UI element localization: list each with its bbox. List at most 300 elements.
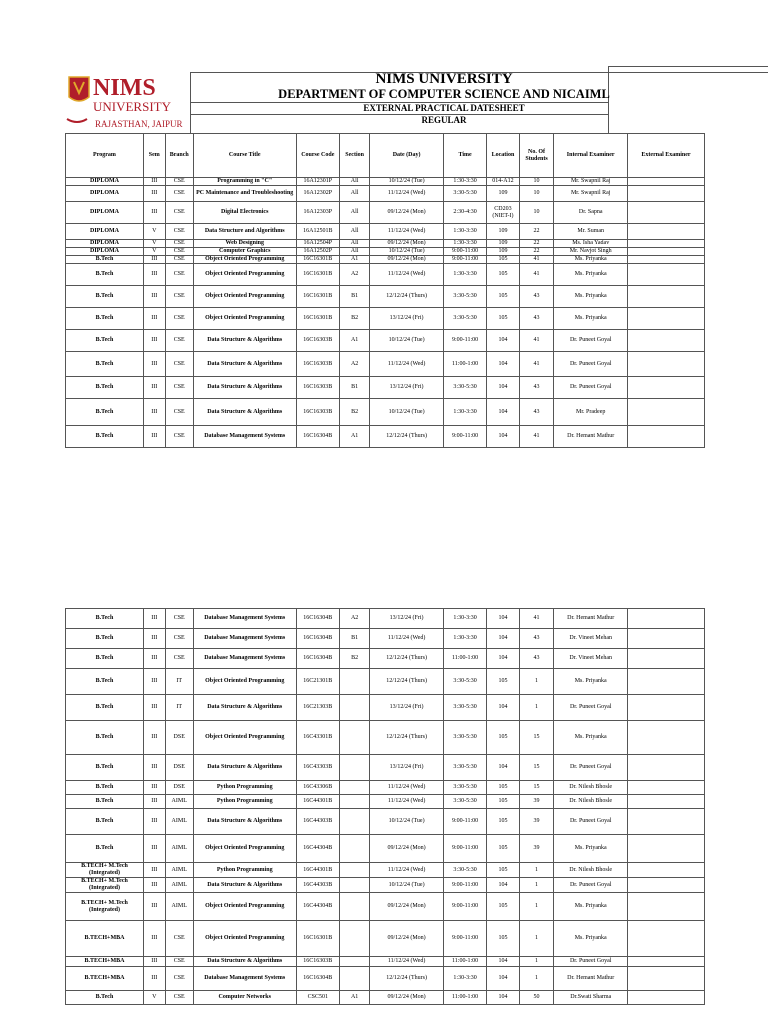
cell-branch: CSE bbox=[165, 399, 193, 426]
cell-section: A1 bbox=[339, 330, 369, 352]
cell-branch: CSE bbox=[165, 308, 193, 330]
cell-time: 1:30-3:30 bbox=[443, 178, 486, 186]
cell-course-title: Object Oriented Programming bbox=[193, 308, 296, 330]
cell-branch: DSE bbox=[165, 721, 193, 755]
cell-program: B.TECH+MBA bbox=[66, 967, 144, 991]
cell-course-title: Python Programming bbox=[193, 781, 296, 795]
table-row bbox=[66, 377, 705, 399]
cell-section bbox=[339, 957, 369, 967]
cell-course-title: Data Structure and Algorithms bbox=[193, 224, 296, 240]
cell-sem: III bbox=[143, 286, 165, 308]
cell-sem: V bbox=[143, 224, 165, 240]
cell-program: B.Tech bbox=[66, 286, 144, 308]
cell-internal-examiner: Dr. Vineet Mehan bbox=[554, 629, 628, 649]
cell-course-title: Computer Networks bbox=[193, 991, 296, 1005]
column-header-external-examiner: External Examiner bbox=[628, 134, 705, 178]
department-title: DEPARTMENT OF COMPUTER SCIENCE AND NICAIML bbox=[278, 87, 610, 101]
cell-internal-examiner: Dr. Nilesh Bhosle bbox=[554, 781, 628, 795]
cell-section bbox=[339, 669, 369, 695]
cell-time: 1:30-3:30 bbox=[443, 240, 486, 248]
cell-time: 11:00-1:00 bbox=[443, 991, 486, 1005]
cell-students: 10 bbox=[519, 202, 554, 224]
table-row bbox=[66, 256, 705, 264]
cell-date: 13/12/24 (Fri) bbox=[370, 377, 444, 399]
cell-section: All bbox=[339, 202, 369, 224]
table-row bbox=[66, 248, 705, 256]
cell-sem: III bbox=[143, 352, 165, 377]
cell-course-code: 16C44301B bbox=[296, 795, 339, 809]
cell-course-title: Web Designing bbox=[193, 240, 296, 248]
cell-location: 104 bbox=[487, 878, 519, 893]
column-header-time: Time bbox=[443, 134, 486, 178]
university-logo bbox=[65, 73, 185, 133]
cell-internal-examiner: Dr. Puneet Goyal bbox=[554, 330, 628, 352]
cell-sem: III bbox=[143, 967, 165, 991]
cell-location: 105 bbox=[487, 669, 519, 695]
cell-external-examiner bbox=[628, 202, 705, 224]
cell-location: 105 bbox=[487, 863, 519, 878]
table-row bbox=[66, 991, 705, 1005]
cell-program: DIPLOMA bbox=[66, 186, 144, 202]
cell-course-title: Object Oriented Programming bbox=[193, 669, 296, 695]
cell-students: 41 bbox=[519, 330, 554, 352]
cell-course-title: Data Structure & Algorithms bbox=[193, 352, 296, 377]
table-row bbox=[66, 863, 705, 878]
cell-internal-examiner: Dr. Puneet Goyal bbox=[554, 878, 628, 893]
cell-course-title: Python Programming bbox=[193, 795, 296, 809]
table-row bbox=[66, 426, 705, 448]
cell-date: 12/12/24 (Thurs) bbox=[370, 286, 444, 308]
cell-program: B.Tech bbox=[66, 308, 144, 330]
cell-sem: III bbox=[143, 609, 165, 629]
cell-students: 41 bbox=[519, 609, 554, 629]
cell-section bbox=[339, 921, 369, 957]
cell-course-code: 16C16304B bbox=[296, 426, 339, 448]
cell-section bbox=[339, 835, 369, 863]
cell-time: 9:00-11:00 bbox=[443, 426, 486, 448]
cell-course-code: 16C16301B bbox=[296, 264, 339, 286]
cell-sem: III bbox=[143, 669, 165, 695]
cell-section bbox=[339, 809, 369, 835]
cell-location: 105 bbox=[487, 781, 519, 795]
cell-course-code: 16C16304B bbox=[296, 629, 339, 649]
cell-date: 09/12/24 (Mon) bbox=[370, 835, 444, 863]
cell-external-examiner bbox=[628, 426, 705, 448]
cell-internal-examiner: Ms. Priyanka bbox=[554, 264, 628, 286]
column-header-branch: Branch bbox=[165, 134, 193, 178]
cell-branch: CSE bbox=[165, 426, 193, 448]
cell-sem: V bbox=[143, 240, 165, 248]
cell-branch: CSE bbox=[165, 202, 193, 224]
cell-sem: III bbox=[143, 921, 165, 957]
cell-section bbox=[339, 893, 369, 921]
cell-time: 9:00-11:00 bbox=[443, 893, 486, 921]
cell-date: 12/12/24 (Thurs) bbox=[370, 721, 444, 755]
cell-branch: IT bbox=[165, 695, 193, 721]
cell-external-examiner bbox=[628, 256, 705, 264]
cell-course-title: Object Oriented Programming bbox=[193, 721, 296, 755]
cell-sem: III bbox=[143, 695, 165, 721]
cell-sem: III bbox=[143, 835, 165, 863]
cell-course-code: 16C43306B bbox=[296, 781, 339, 795]
cell-time: 3:30-5:30 bbox=[443, 755, 486, 781]
cell-branch: IT bbox=[165, 669, 193, 695]
cell-branch: CSE bbox=[165, 240, 193, 248]
table-row bbox=[66, 240, 705, 248]
cell-time: 3:30-5:30 bbox=[443, 721, 486, 755]
cell-external-examiner bbox=[628, 921, 705, 957]
cell-internal-examiner: Ms. Priyanka bbox=[554, 721, 628, 755]
cell-course-code: 16A12301P bbox=[296, 178, 339, 186]
cell-internal-examiner: Mr. Suman bbox=[554, 224, 628, 240]
cell-course-code: 16C44303B bbox=[296, 809, 339, 835]
cell-students: 1 bbox=[519, 695, 554, 721]
cell-course-code: 16A12501B bbox=[296, 224, 339, 240]
cell-location: 109 bbox=[487, 248, 519, 256]
cell-section: A1 bbox=[339, 256, 369, 264]
table-row bbox=[66, 835, 705, 863]
cell-branch: CSE bbox=[165, 352, 193, 377]
cell-external-examiner bbox=[628, 186, 705, 202]
cell-program: B.TECH+MBA bbox=[66, 921, 144, 957]
cell-course-title: Data Structure & Algorithms bbox=[193, 330, 296, 352]
cell-internal-examiner: Ms. Priyanka bbox=[554, 286, 628, 308]
cell-location: 105 bbox=[487, 721, 519, 755]
table-row bbox=[66, 178, 705, 186]
cell-external-examiner bbox=[628, 399, 705, 426]
cell-branch: CSE bbox=[165, 286, 193, 308]
cell-external-examiner bbox=[628, 957, 705, 967]
cell-location: 104 bbox=[487, 649, 519, 669]
cell-sem: III bbox=[143, 721, 165, 755]
column-header-students: No. Of Students bbox=[519, 134, 554, 178]
table-row bbox=[66, 186, 705, 202]
cell-program: DIPLOMA bbox=[66, 178, 144, 186]
table-row bbox=[66, 957, 705, 967]
cell-course-code: 16C16303B bbox=[296, 330, 339, 352]
cell-course-code: 16C16303B bbox=[296, 377, 339, 399]
cell-program: B.TECH+MBA bbox=[66, 957, 144, 967]
cell-external-examiner bbox=[628, 629, 705, 649]
table-row bbox=[66, 893, 705, 921]
cell-program: B.TECH+ M.Tech (Integrated) bbox=[66, 863, 144, 878]
cell-section: A2 bbox=[339, 609, 369, 629]
cell-location: 105 bbox=[487, 921, 519, 957]
cell-time: 9:00-11:00 bbox=[443, 809, 486, 835]
cell-date: 13/12/24 (Fri) bbox=[370, 609, 444, 629]
cell-time: 3:30-5:30 bbox=[443, 781, 486, 795]
cell-students: 1 bbox=[519, 669, 554, 695]
cell-location: 104 bbox=[487, 695, 519, 721]
cell-time: 3:30-5:30 bbox=[443, 308, 486, 330]
cell-sem: III bbox=[143, 330, 165, 352]
cell-course-code: 16C43303B bbox=[296, 755, 339, 781]
cell-internal-examiner: Dr.Swati Sharma bbox=[554, 991, 628, 1005]
cell-branch: CSE bbox=[165, 967, 193, 991]
cell-branch: AIML bbox=[165, 795, 193, 809]
cell-location: 105 bbox=[487, 893, 519, 921]
cell-external-examiner bbox=[628, 893, 705, 921]
cell-program: B.Tech bbox=[66, 809, 144, 835]
cell-course-code: 16A12302P bbox=[296, 186, 339, 202]
cell-external-examiner bbox=[628, 695, 705, 721]
cell-date: 11/12/24 (Wed) bbox=[370, 264, 444, 286]
cell-course-title: Data Structure & Algorithms bbox=[193, 878, 296, 893]
cell-date: 09/12/24 (Mon) bbox=[370, 202, 444, 224]
cell-section: B1 bbox=[339, 629, 369, 649]
table-row bbox=[66, 967, 705, 991]
cell-date: 12/12/24 (Thurs) bbox=[370, 669, 444, 695]
cell-branch: DSE bbox=[165, 755, 193, 781]
cell-course-code: 16C44304B bbox=[296, 835, 339, 863]
cell-students: 39 bbox=[519, 835, 554, 863]
cell-time: 1:30-3:30 bbox=[443, 609, 486, 629]
column-header-section: Section bbox=[339, 134, 369, 178]
sheet-title: EXTERNAL PRACTICAL DATESHEET bbox=[363, 103, 525, 113]
cell-program: DIPLOMA bbox=[66, 248, 144, 256]
cell-date: 11/12/24 (Wed) bbox=[370, 352, 444, 377]
cell-location: 104 bbox=[487, 991, 519, 1005]
cell-external-examiner bbox=[628, 248, 705, 256]
cell-date: 12/12/24 (Thurs) bbox=[370, 649, 444, 669]
cell-branch: CSE bbox=[165, 224, 193, 240]
cell-external-examiner bbox=[628, 352, 705, 377]
table-row bbox=[66, 224, 705, 240]
cell-date: 10/12/24 (Tue) bbox=[370, 248, 444, 256]
cell-program: DIPLOMA bbox=[66, 240, 144, 248]
cell-sem: III bbox=[143, 256, 165, 264]
cell-section: A1 bbox=[339, 991, 369, 1005]
cell-internal-examiner: Ms. Priyanka bbox=[554, 893, 628, 921]
cell-course-title: Database Management Systems bbox=[193, 967, 296, 991]
cell-branch: CSE bbox=[165, 256, 193, 264]
table-row bbox=[66, 755, 705, 781]
cell-section: B1 bbox=[339, 377, 369, 399]
cell-time: 11:00-1:00 bbox=[443, 957, 486, 967]
cell-time: 3:30-5:30 bbox=[443, 669, 486, 695]
cell-date: 10/12/24 (Tue) bbox=[370, 399, 444, 426]
cell-program: B.Tech bbox=[66, 781, 144, 795]
cell-location: 105 bbox=[487, 835, 519, 863]
cell-internal-examiner: Ms. Priyanka bbox=[554, 669, 628, 695]
cell-program: B.Tech bbox=[66, 377, 144, 399]
cell-time: 1:30-3:30 bbox=[443, 264, 486, 286]
logo-sub: UNIVERSITY bbox=[93, 99, 171, 114]
cell-course-title: Database Management Systems bbox=[193, 629, 296, 649]
cell-location: 105 bbox=[487, 286, 519, 308]
cell-location: 104 bbox=[487, 957, 519, 967]
datesheet-table-continued bbox=[65, 608, 705, 1005]
cell-section bbox=[339, 695, 369, 721]
cell-time: 3:30-5:30 bbox=[443, 186, 486, 202]
cell-branch: CSE bbox=[165, 178, 193, 186]
cell-section: A2 bbox=[339, 352, 369, 377]
cell-students: 43 bbox=[519, 629, 554, 649]
cell-course-code: 16C21301B bbox=[296, 669, 339, 695]
cell-external-examiner bbox=[628, 308, 705, 330]
cell-sem: III bbox=[143, 957, 165, 967]
cell-sem: V bbox=[143, 991, 165, 1005]
cell-program: B.Tech bbox=[66, 256, 144, 264]
cell-external-examiner bbox=[628, 967, 705, 991]
cell-internal-examiner: Dr. Puneet Goyal bbox=[554, 809, 628, 835]
logo-name: NIMS bbox=[93, 75, 156, 101]
cell-section: B2 bbox=[339, 399, 369, 426]
cell-course-code: CSC501 bbox=[296, 991, 339, 1005]
table-row bbox=[66, 264, 705, 286]
cell-students: 10 bbox=[519, 178, 554, 186]
column-header-sem: Sem bbox=[143, 134, 165, 178]
table-row bbox=[66, 609, 705, 629]
cell-course-code: 16C44303B bbox=[296, 878, 339, 893]
cell-course-code: 16C16304B bbox=[296, 967, 339, 991]
cell-course-code: 16C16301B bbox=[296, 308, 339, 330]
cell-branch: CSE bbox=[165, 921, 193, 957]
cell-location: 105 bbox=[487, 264, 519, 286]
cell-external-examiner bbox=[628, 809, 705, 835]
cell-internal-examiner: Ms. Priyanka bbox=[554, 921, 628, 957]
cell-branch: CSE bbox=[165, 377, 193, 399]
cell-branch: CSE bbox=[165, 248, 193, 256]
cell-external-examiner bbox=[628, 264, 705, 286]
cell-course-code: 16C16303B bbox=[296, 399, 339, 426]
cell-section bbox=[339, 878, 369, 893]
cell-date: 13/12/24 (Fri) bbox=[370, 755, 444, 781]
cell-section: B2 bbox=[339, 649, 369, 669]
cell-students: 22 bbox=[519, 248, 554, 256]
cell-section: A1 bbox=[339, 426, 369, 448]
cell-section: All bbox=[339, 178, 369, 186]
cell-students: 15 bbox=[519, 721, 554, 755]
cell-date: 12/12/24 (Thurs) bbox=[370, 426, 444, 448]
cell-time: 3:30-5:30 bbox=[443, 286, 486, 308]
cell-course-title: Data Structure & Algorithms bbox=[193, 957, 296, 967]
cell-date: 11/12/24 (Wed) bbox=[370, 795, 444, 809]
cell-internal-examiner: Mr. Navjot Singh bbox=[554, 248, 628, 256]
cell-time: 1:30-3:30 bbox=[443, 399, 486, 426]
cell-students: 41 bbox=[519, 352, 554, 377]
cell-students: 43 bbox=[519, 377, 554, 399]
cell-course-code: 16C44301B bbox=[296, 863, 339, 878]
cell-students: 43 bbox=[519, 399, 554, 426]
cell-course-title: Digital Electronics bbox=[193, 202, 296, 224]
cell-date: 11/12/24 (Wed) bbox=[370, 957, 444, 967]
cell-course-code: 16C16303B bbox=[296, 957, 339, 967]
cell-external-examiner bbox=[628, 669, 705, 695]
cell-external-examiner bbox=[628, 991, 705, 1005]
cell-location: 109 bbox=[487, 240, 519, 248]
cell-program: B.Tech bbox=[66, 609, 144, 629]
column-header-location: Location bbox=[487, 134, 519, 178]
table-row bbox=[66, 352, 705, 377]
cell-external-examiner bbox=[628, 286, 705, 308]
cell-external-examiner bbox=[628, 178, 705, 186]
cell-sem: III bbox=[143, 809, 165, 835]
cell-sem: III bbox=[143, 863, 165, 878]
cell-external-examiner bbox=[628, 755, 705, 781]
table-row bbox=[66, 721, 705, 755]
table-row bbox=[66, 878, 705, 893]
cell-students: 10 bbox=[519, 186, 554, 202]
cell-branch: CSE bbox=[165, 330, 193, 352]
cell-section bbox=[339, 795, 369, 809]
cell-program: B.Tech bbox=[66, 629, 144, 649]
cell-course-code: 16C16303B bbox=[296, 352, 339, 377]
cell-date: 09/12/24 (Mon) bbox=[370, 893, 444, 921]
cell-course-title: Object Oriented Programming bbox=[193, 264, 296, 286]
cell-course-title: Database Management Systems bbox=[193, 609, 296, 629]
table-row bbox=[66, 921, 705, 957]
table-row bbox=[66, 649, 705, 669]
cell-location: 104 bbox=[487, 755, 519, 781]
cell-program: B.Tech bbox=[66, 352, 144, 377]
cell-branch: CSE bbox=[165, 991, 193, 1005]
cell-date: 09/12/24 (Mon) bbox=[370, 921, 444, 957]
cell-students: 41 bbox=[519, 264, 554, 286]
cell-location: 014-A12 bbox=[487, 178, 519, 186]
cell-internal-examiner: Dr. Hemant Mathur bbox=[554, 967, 628, 991]
cell-course-code: 16C44304B bbox=[296, 893, 339, 921]
cell-program: B.Tech bbox=[66, 721, 144, 755]
cell-section bbox=[339, 863, 369, 878]
cell-time: 1:30-3:30 bbox=[443, 967, 486, 991]
cell-section: A2 bbox=[339, 264, 369, 286]
cell-program: B.Tech bbox=[66, 649, 144, 669]
table-row bbox=[66, 695, 705, 721]
cell-branch: DSE bbox=[165, 781, 193, 795]
cell-date: 11/12/24 (Wed) bbox=[370, 863, 444, 878]
cell-time: 3:30-5:30 bbox=[443, 863, 486, 878]
university-title: NIMS UNIVERSITY bbox=[375, 71, 513, 87]
cell-internal-examiner: Dr. Hemant Mathur bbox=[554, 609, 628, 629]
column-header-course-code: Course Code bbox=[296, 134, 339, 178]
cell-branch: AIML bbox=[165, 878, 193, 893]
cell-program: B.Tech bbox=[66, 991, 144, 1005]
table-row bbox=[66, 399, 705, 426]
cell-location: 104 bbox=[487, 330, 519, 352]
cell-students: 43 bbox=[519, 308, 554, 330]
cell-sem: III bbox=[143, 795, 165, 809]
cell-location: 105 bbox=[487, 308, 519, 330]
cell-internal-examiner: Dr. Nilesh Bhosle bbox=[554, 863, 628, 878]
cell-internal-examiner: Dr. Puneet Goyal bbox=[554, 957, 628, 967]
cell-course-title: Data Structure & Algorithms bbox=[193, 377, 296, 399]
table-row bbox=[66, 202, 705, 224]
cell-students: 15 bbox=[519, 781, 554, 795]
cell-internal-examiner: Ms. Priyanka bbox=[554, 835, 628, 863]
cell-sem: III bbox=[143, 202, 165, 224]
cell-branch: CSE bbox=[165, 629, 193, 649]
cell-location: 104 bbox=[487, 352, 519, 377]
cell-date: 11/12/24 (Wed) bbox=[370, 629, 444, 649]
table-row bbox=[66, 308, 705, 330]
table-row bbox=[66, 286, 705, 308]
cell-program: B.Tech bbox=[66, 399, 144, 426]
cell-course-code: 16C21303B bbox=[296, 695, 339, 721]
cell-location: 104 bbox=[487, 609, 519, 629]
cell-course-title: PC Maintenance and Troubleshooting bbox=[193, 186, 296, 202]
cell-external-examiner bbox=[628, 240, 705, 248]
cell-time: 11:00-1:00 bbox=[443, 352, 486, 377]
cell-time: 9:00-11:00 bbox=[443, 921, 486, 957]
cell-program: B.Tech bbox=[66, 426, 144, 448]
cell-students: 1 bbox=[519, 878, 554, 893]
cell-course-code: 16C16304B bbox=[296, 609, 339, 629]
cell-course-code: 16C16301B bbox=[296, 256, 339, 264]
table-row bbox=[66, 629, 705, 649]
cell-course-title: Object Oriented Programming bbox=[193, 893, 296, 921]
cell-external-examiner bbox=[628, 878, 705, 893]
